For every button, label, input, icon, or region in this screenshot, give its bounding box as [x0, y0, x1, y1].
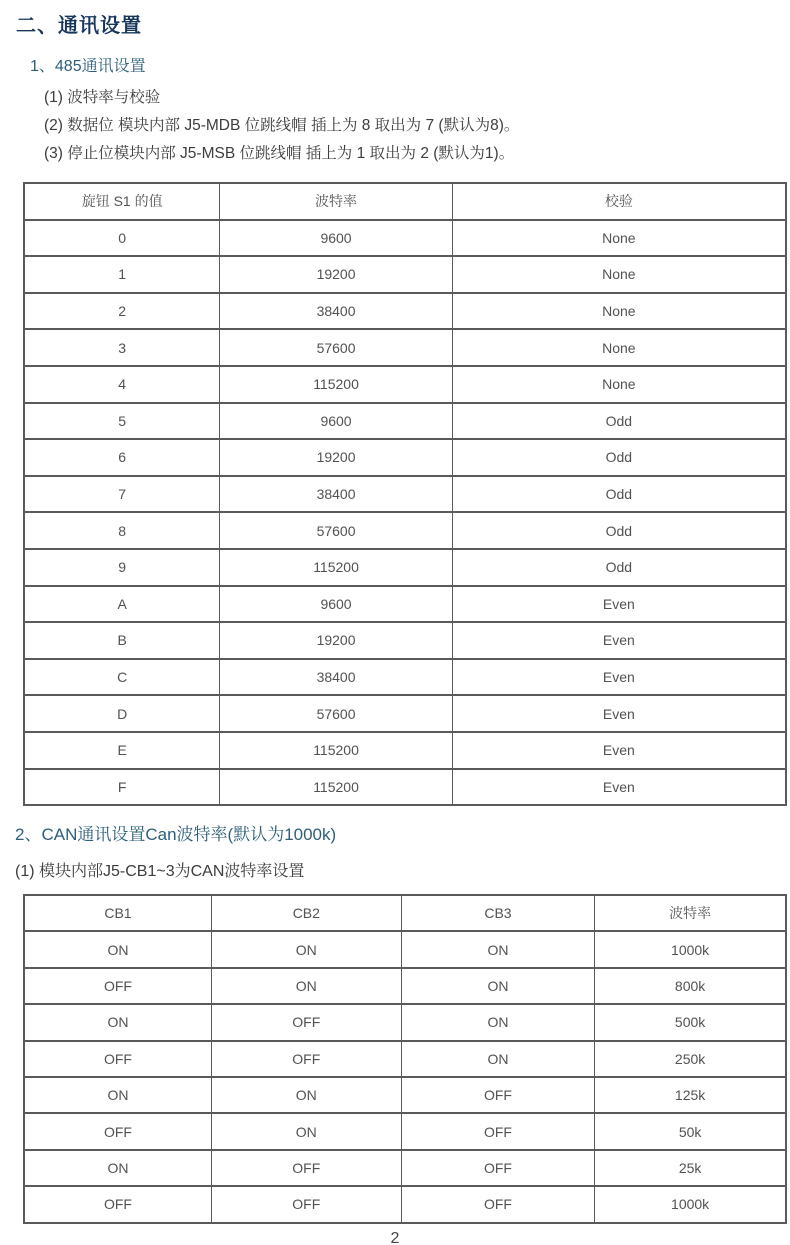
table-cell: ON	[401, 968, 595, 1004]
table-header-cell: 波特率	[220, 183, 452, 220]
table-cell: B	[24, 622, 220, 659]
doc-item: (2) 数据位 模块内部 J5-MDB 位跳线帽 插上为 8 取出为 7 (默认为8)。	[44, 117, 520, 134]
table-cell: C	[24, 659, 220, 696]
table-cell: 9600	[220, 220, 452, 257]
section-485-item-list	[44, 84, 790, 168]
table-cell: ON	[401, 1004, 595, 1040]
page-title: 二、通讯设置	[16, 15, 142, 37]
table-cell: OFF	[401, 1077, 595, 1113]
table-cell: ON	[401, 1041, 595, 1077]
table-row	[24, 256, 786, 293]
table-cell: ON	[401, 931, 595, 967]
table-cell: None	[452, 366, 786, 403]
table-cell: None	[452, 293, 786, 330]
table-cell: 50k	[595, 1113, 786, 1149]
table-cell: A	[24, 586, 220, 623]
table-cell: OFF	[401, 1150, 595, 1186]
table-cell: OFF	[211, 1004, 401, 1040]
table-cell: 115200	[220, 732, 452, 769]
table-cell: Even	[452, 586, 786, 623]
table-row	[24, 586, 786, 623]
table-cell: 3	[24, 329, 220, 366]
table-cell: 57600	[220, 329, 452, 366]
table-header-row	[24, 895, 786, 931]
table-cell: 125k	[595, 1077, 786, 1113]
table-cell: Odd	[452, 476, 786, 513]
table-cell: OFF	[24, 1113, 211, 1149]
table-cell: E	[24, 732, 220, 769]
table-row	[24, 732, 786, 769]
can-baud-table	[23, 894, 787, 1224]
section-can-heading: 2、CAN通讯设置Can波特率(默认为1000k)	[15, 825, 337, 845]
table-cell: Odd	[452, 549, 786, 586]
table-row	[24, 329, 786, 366]
table-cell: OFF	[24, 1186, 211, 1222]
table-cell: 19200	[220, 256, 452, 293]
table-row	[24, 1041, 786, 1077]
table-row	[24, 769, 786, 806]
table-cell: ON	[211, 968, 401, 1004]
table-cell: Even	[452, 769, 786, 806]
table-cell: ON	[211, 931, 401, 967]
table-cell: 4	[24, 366, 220, 403]
table-header-cell: 波特率	[595, 895, 786, 931]
table-row	[24, 366, 786, 403]
table-cell: 1000k	[595, 931, 786, 967]
table-cell: 57600	[220, 512, 452, 549]
table-row	[24, 549, 786, 586]
table-cell: ON	[24, 1004, 211, 1040]
document-page	[0, 9, 790, 1245]
section-can-item: (1) 模块内部J5-CB1~3为CAN波特率设置	[15, 863, 305, 881]
table-cell: 7	[24, 476, 220, 513]
table-cell: 115200	[220, 769, 452, 806]
baud-parity-table	[23, 182, 787, 806]
table-cell: None	[452, 220, 786, 257]
table-cell: Odd	[452, 439, 786, 476]
table-cell: 115200	[220, 366, 452, 403]
table-cell: 38400	[220, 659, 452, 696]
table-row	[24, 695, 786, 732]
table-cell: Odd	[452, 403, 786, 440]
table-row	[24, 931, 786, 967]
table-cell: F	[24, 769, 220, 806]
table-header-row	[24, 183, 786, 220]
table-row	[24, 1077, 786, 1113]
page-number: 2	[390, 1230, 400, 1245]
table-cell: OFF	[211, 1041, 401, 1077]
table-cell: D	[24, 695, 220, 732]
table-row	[24, 1186, 786, 1222]
table-cell: OFF	[401, 1186, 595, 1222]
table-cell: Even	[452, 695, 786, 732]
table-row	[24, 439, 786, 476]
table-cell: ON	[24, 931, 211, 967]
table-row	[24, 659, 786, 696]
table-cell: OFF	[401, 1113, 595, 1149]
table-header-cell: 校验	[452, 183, 786, 220]
table-cell: None	[452, 329, 786, 366]
table-cell: 0	[24, 220, 220, 257]
table-cell: 2	[24, 293, 220, 330]
table-cell: OFF	[211, 1186, 401, 1222]
table-cell: 6	[24, 439, 220, 476]
table-cell: 1	[24, 256, 220, 293]
table-row	[24, 293, 786, 330]
table-cell: Even	[452, 659, 786, 696]
table-cell: 57600	[220, 695, 452, 732]
table-cell: None	[452, 256, 786, 293]
table-header-cell: CB1	[24, 895, 211, 931]
table-row	[24, 403, 786, 440]
table-row	[24, 968, 786, 1004]
table-header-cell: 旋钮 S1 的值	[24, 183, 220, 220]
table-cell: 25k	[595, 1150, 786, 1186]
table-row	[24, 476, 786, 513]
table-cell: Even	[452, 622, 786, 659]
table-cell: 115200	[220, 549, 452, 586]
table-cell: Odd	[452, 512, 786, 549]
table-cell: 1000k	[595, 1186, 786, 1222]
table-row	[24, 220, 786, 257]
table-row	[24, 1150, 786, 1186]
table-cell: 9	[24, 549, 220, 586]
table-cell: 500k	[595, 1004, 786, 1040]
table-row	[24, 1004, 786, 1040]
table-cell: 800k	[595, 968, 786, 1004]
table-cell: ON	[24, 1077, 211, 1113]
table-cell: 19200	[220, 622, 452, 659]
table-cell: ON	[211, 1077, 401, 1113]
table-cell: 38400	[220, 293, 452, 330]
table-cell: 38400	[220, 476, 452, 513]
table-row	[24, 1113, 786, 1149]
table-cell: OFF	[211, 1150, 401, 1186]
table-cell: OFF	[24, 1041, 211, 1077]
section-485-heading: 1、485通讯设置	[30, 58, 146, 75]
table-header-cell: CB2	[211, 895, 401, 931]
table-cell: ON	[211, 1113, 401, 1149]
table-cell: 5	[24, 403, 220, 440]
table-cell: 8	[24, 512, 220, 549]
table-header-cell: CB3	[401, 895, 595, 931]
table-cell: ON	[24, 1150, 211, 1186]
doc-item: (3) 停止位模块内部 J5-MSB 位跳线帽 插上为 1 取出为 2 (默认为1)。	[44, 145, 515, 162]
table-cell: Even	[452, 732, 786, 769]
table-row	[24, 622, 786, 659]
table-cell: 250k	[595, 1041, 786, 1077]
table-row	[24, 512, 786, 549]
table-cell: OFF	[24, 968, 211, 1004]
table-cell: 19200	[220, 439, 452, 476]
table-cell: 9600	[220, 586, 452, 623]
doc-item: (1) 波特率与校验	[44, 89, 161, 106]
table-cell: 9600	[220, 403, 452, 440]
